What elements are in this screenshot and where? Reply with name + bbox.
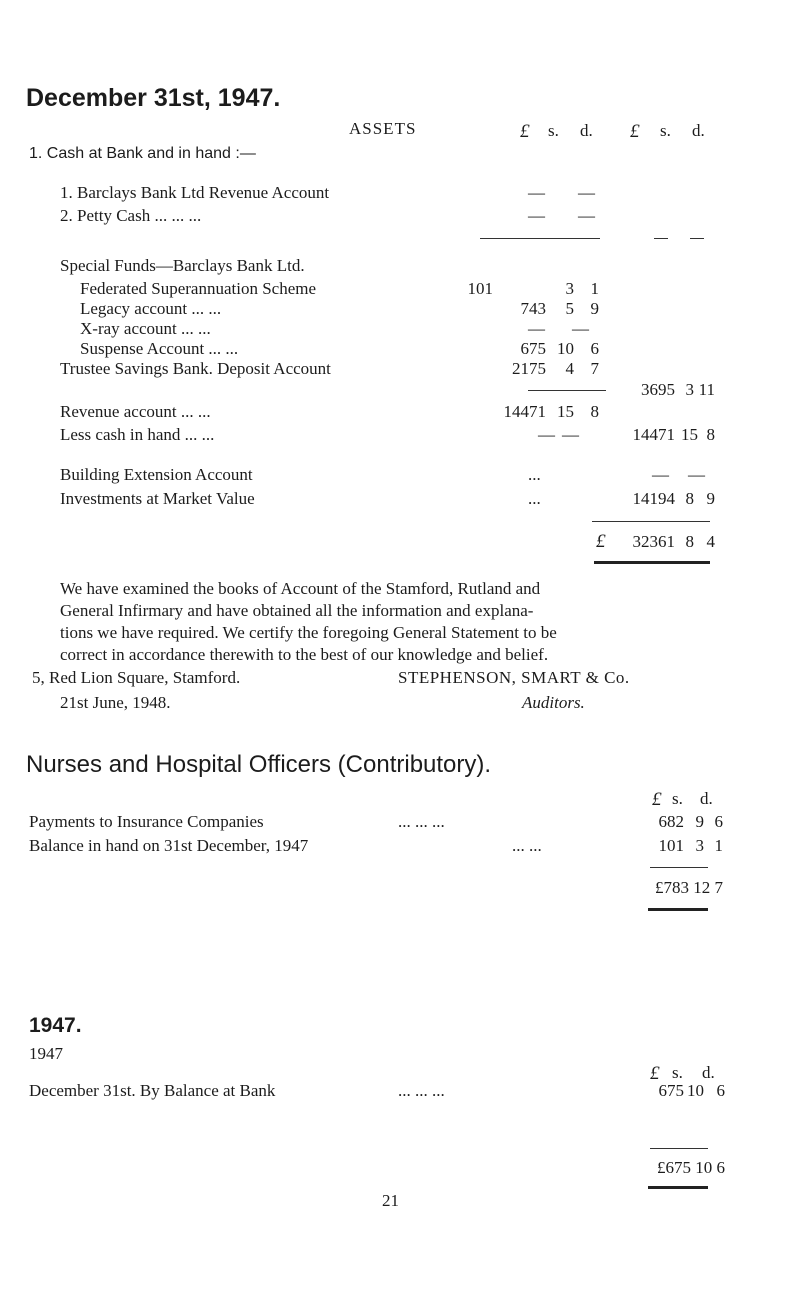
fund-row-pounds: 675 <box>520 339 546 358</box>
less-cash-pounds: 14471 <box>632 425 675 444</box>
col-header-pounds-1: £ <box>520 121 530 142</box>
cash-item-petty-shillings: — <box>578 206 595 225</box>
fund-row-pence: 6 <box>590 339 599 358</box>
cash-item-barclays: 1. Barclays Bank Ltd Revenue Account <box>60 183 330 202</box>
nurses-row-pence: 1 <box>714 836 723 855</box>
nurses-row-dots: ... ... ... <box>398 812 445 831</box>
building-dots: ... <box>528 465 541 484</box>
less-cash-pounds-a: — <box>538 425 555 444</box>
date: 21st June, 1948. <box>60 693 171 712</box>
investments-pounds: 14194 <box>632 489 675 508</box>
fund-row-shillings: 10 <box>557 339 574 358</box>
address: 5, Red Lion Square, Stamford. <box>32 668 241 687</box>
rule-grand-total-top <box>592 521 710 522</box>
less-cash-label: Less cash in hand ... ... <box>60 425 215 444</box>
section-1947-col-pence: d. <box>702 1063 715 1082</box>
fund-row-label: Suspense Account ... ... <box>80 339 239 358</box>
funds-total-pounds: 3695 <box>641 380 675 399</box>
rule-cash-sub-2b <box>690 238 704 239</box>
cash-item-petty-pounds: — <box>528 206 545 225</box>
page-number: 21 <box>382 1191 399 1210</box>
fund-row-pounds: — <box>528 319 545 338</box>
nurses-row-pounds: 101 <box>658 836 684 855</box>
fund-row-pence: 1 <box>590 279 599 298</box>
rule-funds <box>528 390 606 391</box>
investments-label: Investments at Market Value <box>60 489 255 508</box>
nurses-row-label: Payments to Insurance Companies <box>29 812 264 831</box>
col-header-pounds-2: £ <box>630 121 640 142</box>
section-1947-row-label: December 31st. By Balance at Bank <box>29 1081 276 1100</box>
fund-row-label: Legacy account ... ... <box>80 299 222 318</box>
less-cash-pence: 8 <box>706 425 715 444</box>
rule-grand-total-double <box>594 561 710 564</box>
funds-total-shillings: 3 <box>685 380 694 399</box>
cash-item-petty: 2. Petty Cash ... ... ... <box>60 206 202 225</box>
nurses-row-pounds: 682 <box>658 812 684 831</box>
section-1947-col-shillings: s. <box>672 1063 683 1082</box>
section-1947-total: £675 10 6 <box>657 1158 725 1177</box>
rule-1947-double <box>648 1186 708 1189</box>
nurses-row-pence: 6 <box>714 812 723 831</box>
grand-total-shillings: 8 <box>685 532 694 551</box>
fund-row-pounds: 743 <box>520 299 546 318</box>
building-pounds: — <box>652 465 669 484</box>
nurses-col-shillings: s. <box>672 789 683 808</box>
section-1947-col-pounds: £ <box>650 1063 660 1084</box>
col-header-shillings-1: s. <box>548 121 559 140</box>
revenue-pence: 8 <box>590 402 599 421</box>
cash-item-barclays-shillings: — <box>578 183 595 202</box>
rule-cash-sub-2a <box>654 238 668 239</box>
section-1947-row-pence: 6 <box>716 1081 725 1100</box>
rule-nurses-total <box>650 867 708 868</box>
nurses-row-dots: ... ... <box>512 836 542 855</box>
col-header-shillings-2: s. <box>660 121 671 140</box>
cash-item-barclays-pounds: — <box>528 183 545 202</box>
page-title: December 31st, 1947. <box>26 84 281 112</box>
rule-1947-total <box>650 1148 708 1149</box>
audit-line: We have examined the books of Account of the Stamford, Rutland and <box>60 579 541 598</box>
nurses-title: Nurses and Hospital Officers (Contributory). <box>26 751 492 778</box>
nurses-row-label: Balance in hand on 31st December, 1947 <box>29 836 309 855</box>
rule-nurses-double <box>648 908 708 911</box>
col-header-pence-1: d. <box>580 121 593 140</box>
section-1947-row-shillings: 10 <box>687 1081 704 1100</box>
grand-total-pence: 4 <box>706 532 715 551</box>
building-label: Building Extension Account <box>60 465 253 484</box>
investments-shillings: 8 <box>685 489 694 508</box>
audit-line: tions we have required. We certify the foregoing General Statement to be <box>60 623 557 642</box>
rule-cash-sub <box>480 238 600 239</box>
section-1947-year: 1947 <box>29 1044 63 1063</box>
special-funds-heading: Special Funds—Barclays Bank Ltd. <box>60 256 305 275</box>
fund-row-pounds: 2175 <box>512 359 546 378</box>
fund-row-label: X-ray account ... ... <box>80 319 211 338</box>
grand-total-currency: £ <box>596 531 606 552</box>
investments-pence: 9 <box>706 489 715 508</box>
section-1947-heading: 1947. <box>29 1014 82 1037</box>
fund-row-shillings: 3 <box>565 279 574 298</box>
section-1947-row-pounds: 675 <box>658 1081 684 1100</box>
auditor-name: STEPHENSON, SMART & Co. <box>398 668 630 687</box>
nurses-col-pounds: £ <box>652 789 662 810</box>
building-shillings: — <box>688 465 705 484</box>
funds-total-pence: 11 <box>698 380 715 399</box>
fund-row-shillings: 5 <box>565 299 574 318</box>
audit-line: General Infirmary and have obtained all the information and explana- <box>60 601 534 620</box>
less-cash-shillings-a: — <box>562 425 579 444</box>
fund-row-shillings-dash: — <box>572 319 589 338</box>
revenue-label: Revenue account ... ... <box>60 402 211 421</box>
nurses-col-pence: d. <box>700 789 713 808</box>
nurses-row-shillings: 9 <box>695 812 704 831</box>
col-header-pence-2: d. <box>692 121 705 140</box>
fund-row-shillings: 4 <box>565 359 574 378</box>
revenue-shillings: 15 <box>557 402 574 421</box>
fund-row-pence: 9 <box>590 299 599 318</box>
section-1947-row-dots: ... ... ... <box>398 1081 445 1100</box>
fund-row-pounds: 101 <box>467 279 493 298</box>
nurses-row-shillings: 3 <box>695 836 704 855</box>
grand-total-pounds: 32361 <box>632 532 675 551</box>
investments-dots: ... <box>528 489 541 508</box>
fund-row-label: Trustee Savings Bank. Deposit Account <box>60 359 331 378</box>
less-cash-shillings: 15 <box>681 425 698 444</box>
audit-line: correct in accordance therewith to the best of our knowledge and belief. <box>60 645 549 664</box>
fund-row-label: Federated Superannuation Scheme <box>80 279 317 298</box>
fund-row-pence: 7 <box>590 359 599 378</box>
auditor-title: Auditors. <box>522 693 585 712</box>
assets-heading: ASSETS <box>349 119 417 138</box>
revenue-pounds: 14471 <box>503 402 546 421</box>
cash-heading: 1. Cash at Bank and in hand :— <box>29 145 256 162</box>
nurses-total: £783 12 7 <box>655 878 723 897</box>
